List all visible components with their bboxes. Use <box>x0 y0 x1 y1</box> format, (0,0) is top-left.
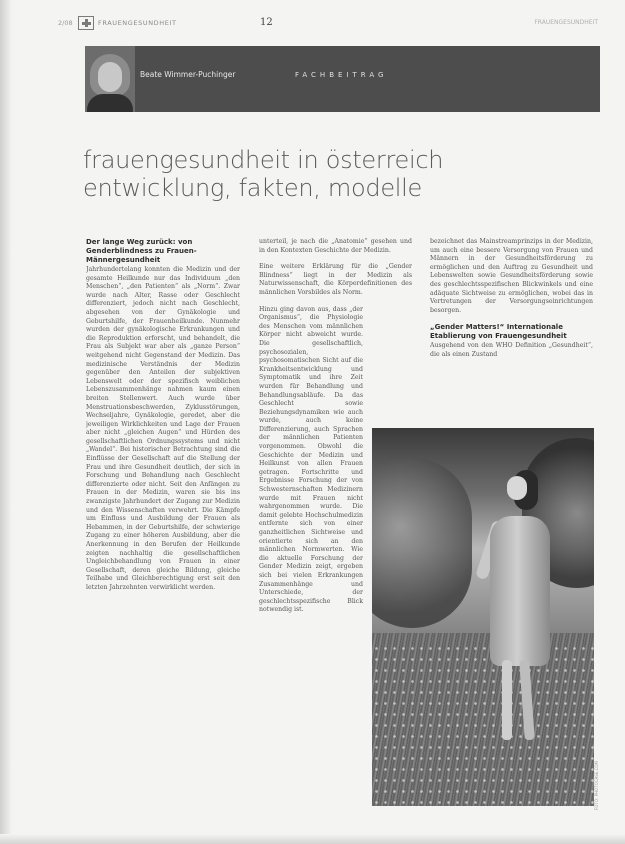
issue-number: 2/08 <box>58 19 73 27</box>
author-name: Beate Wimmer-Puchinger <box>140 70 236 79</box>
article-photo-woman-in-meadow <box>372 428 594 806</box>
page-number: 12 <box>260 17 273 28</box>
header-right-tag: FRAUENGESUNDHEIT <box>534 19 598 26</box>
photo-credit: FOTO: PHOTOCASE.COM <box>594 760 599 810</box>
body-paragraph: Eine weitere Erklärung für die „Gender Blindness“ liegt in der Medizin als Naturwissenschaft, die Körperdefinitionen des männlichen Vorsbildes als Norm. <box>259 263 412 296</box>
text-column-3 <box>430 238 593 368</box>
author-banner <box>85 46 600 112</box>
section-heading: Der lange Weg zurück: von Genderblindness zu Frauen- Männergesundheit <box>86 238 197 264</box>
page-edge-shadow <box>0 0 12 844</box>
body-paragraph: Hinzu ging davon aus, dass „der Organismus“, die Physiologie des Menschen vom männlichen Körper nicht abweicht wurde. Die gesellschaftlich, psychosozialen, psychosomatischen Sicht auf die Krankheitsentwicklung und Symptomatik und ihre Zeit wurden für Behandlung und Behandlungsabläufe. Da das Geschlecht sowie Beziehungsdynamiken wie auch wurde, auch keine Differenzierung, auch Sprachen der männlichen Patienten vorgenommen. Obwohl die Geschichte der Medizin und Heilkunst von allen Frauen getragen. Fortschritte und Ergebnisse Forschung der von Schwesternschaften Medizinern wurde mit Frauen nicht wahrgenommen wurde. Die damit gelebte Hochschulmedizin entfernte sich von einer ganzheitlichen Sichtweise und orientierte sich an den männlichen Normwerten. Wie die aktuelle Forschung der Gender Medizin zeigt, ergeben sich bei vielen Erkrankungen Zusammenhänge und Unterschiede, der geschlechtsspezifische Blick notwendig ist. <box>259 305 363 614</box>
medical-cross-icon <box>78 16 94 30</box>
section-heading: „Gender Matters!“ Internationale Etablierung von Frauengesundheit <box>430 323 567 341</box>
title-line-1: frauengesundheit in österreich <box>83 146 444 174</box>
title-line-2: entwicklung, fakten, modelle <box>83 174 422 202</box>
body-paragraph: Jahrhundertelang konnten die Medizin und der gesamte Heilkunde nur das Individuum „den Menschen“, „den Patienten“ als „Norm“. Zwar wurde nach Alter, Rasse oder Geschlecht differenziert, jedoch nicht nach Geschlecht, abgesehen von der Gynäkologie und Geburtshilfe, der Frauenheilkunde. Nunmehr wurden der gynäkologische Erkrankungen und die Reproduktion erforscht, und behandelt, die Frau als Subjekt war aber als „ganze Person“ weitgehend nicht Gegenstand der Medizin. Das medizinische Verständnis der Medizin gegenüber den Anteilen der subjektiven Lebenswelt oder der spezifisch weiblichen Lebenszusammenhänge nahmen kaum einen breiten Stellenwert. Auch wurde über Menstruationsbeschwerden, Zyklusstörungen, Wechseljahre, Gynäkologie, geredet, aber die jeweiligen Wirklichkeiten und Lage der Frauen aber nicht „gleichen Augen“ und Hürden des gesellschaftlichen Ordnungssystems und nicht „Wandel“. Bei historischer Betrachtung sind die Einflüsse der Gesellschaft auf die Stellung der Frau und ihre Gesundheit deutlich, der sich in Forschung und Behandlung nach Geschlecht differenzierte oder nicht. Seit den Anfängen zu Frauen in der Medizin, waren sie bis ins zwanzigste Jahrhundert der Zugang zur Medizin und den Wissenschaften verwehrt. Die Kämpfe um Einfluss und Ausbildung der Frauen als Hebammen, in der Geburtshilfe, der schwierige Zugang zu einer höheren Ausbildung, aber die Anerkennung in den Berufen der Heilkunde zeigten nachhaltig die gesellschaftlichen Ungleichbehandlung von Frauen in einer Gesellschaft, deren gleiche Bildung, gleiche Teilhabe und Gleichberechtigung erst seit den letzten Jahrzehnten verwirklicht werden. <box>86 266 240 591</box>
journal-name: FRAUENGESUNDHEIT <box>98 19 177 27</box>
body-paragraph: Ausgehend von den WHO Definition „Gesundheit“, die als einen Zustand <box>430 342 593 358</box>
article-category: FACHBEITRAG <box>295 71 388 79</box>
page-bottom-shadow <box>0 834 625 844</box>
author-portrait <box>85 46 135 112</box>
body-paragraph: bezeichnet das Mainstreamprinzips in der Medizin, um auch eine bessere Versorgung von Frauen und Männern in der Gesundheitsförderung zu ermöglichen und den Auftrag zu Gesundheit und Lebenswelten sowie Gesundheitsförderung sowie des geschlechtsspezifischen Blickwinkels und eine adäquate Sichtweise zu ermöglichen, wobei das in Vertretungen der Versorgungseinrichtungen besorgen. <box>430 238 593 314</box>
running-header <box>58 16 598 32</box>
text-column-1 <box>86 238 240 828</box>
article-title <box>83 146 593 202</box>
body-paragraph: unterteil, je nach die „Anatomie“ gesehen und in den Kontexten Geschichte der Medizin. <box>259 238 412 254</box>
